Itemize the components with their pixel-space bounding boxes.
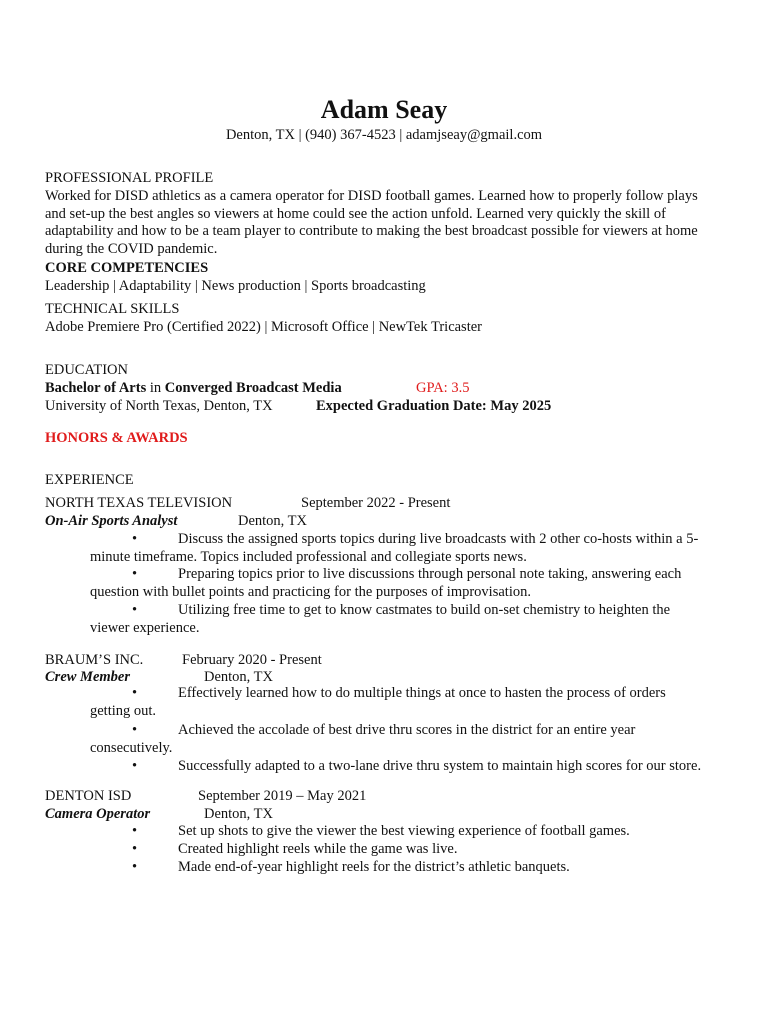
job-bullet [90, 722, 730, 758]
job-company: BRAUM’S INC. [45, 652, 144, 668]
bullet-text-line1: Effectively learned how to do multiple things at once to hasten the process of orders [178, 685, 666, 701]
bullet-text: Created highlight reels while the game was live. [178, 841, 458, 857]
job-dates: September 2019 – May 2021 [198, 788, 367, 804]
bullet-icon: • [132, 566, 138, 582]
bullet-text-line2: question with bullet points and practicing for the purposes of improvisation. [90, 583, 531, 600]
honors-heading: HONORS & AWARDS [45, 430, 188, 446]
job-location: Denton, TX [204, 806, 274, 822]
bullet-text-line2: getting out. [90, 702, 157, 719]
job-bullet [90, 758, 730, 776]
job-location: Denton, TX [204, 669, 274, 685]
job-title: On-Air Sports Analyst [45, 513, 178, 529]
bullet-icon: • [132, 722, 138, 738]
bullet-text-line1: Successfully adapted to a two-lane drive thru system to maintain high scores for our store. [178, 758, 702, 774]
gpa: GPA: 3.5 [416, 380, 470, 396]
degree-major: Converged Broadcast Media [164, 380, 342, 396]
bullet-icon: • [132, 685, 138, 701]
job-title: Camera Operator [45, 806, 151, 822]
bullet-icon: • [132, 823, 138, 839]
job-company: DENTON ISD [45, 788, 132, 804]
bullet-text-line2: minute timeframe. Topics included professional and collegiate sports news. [90, 548, 527, 565]
job-company: NORTH TEXAS TELEVISION [45, 495, 233, 511]
technical-heading: TECHNICAL SKILLS [45, 301, 180, 317]
competencies-text: Leadership | Adaptability | News production | Sports broadcasting [45, 278, 426, 294]
profile-line: adaptability and how to be a team player to contribute to making the best broadcast possible for viewers at home [45, 223, 698, 240]
job-bullet [90, 531, 730, 567]
profile-line: Worked for DISD athletics as a camera operator for DISD football games. Learned how to properly follow plays [45, 188, 698, 204]
job-bullet [90, 566, 730, 602]
bullet-text-line1: Utilizing free time to get to know castmates to build on-set chemistry to heighten the [178, 602, 671, 618]
job-location: Denton, TX [238, 513, 308, 529]
competencies-heading: CORE COMPETENCIES [45, 260, 209, 276]
bullet-icon: • [132, 602, 138, 618]
profile-heading: PROFESSIONAL PROFILE [45, 170, 214, 186]
job-bullet [132, 823, 732, 841]
bullet-icon: • [132, 841, 138, 857]
job-bullet [90, 685, 730, 721]
profile-text [45, 188, 735, 259]
job-bullet [90, 602, 730, 638]
job-dates: September 2022 - Present [301, 495, 451, 511]
bullet-text: Made end-of-year highlight reels for the district’s athletic banquets. [178, 859, 570, 875]
job-bullet [132, 859, 732, 877]
bullet-text-line1: Preparing topics prior to live discussions through personal note taking, answering each [178, 566, 682, 582]
job-bullet [132, 841, 732, 859]
degree-in: in [146, 380, 165, 396]
job-dates: February 2020 - Present [182, 652, 322, 668]
candidate-name: Adam Seay [320, 95, 448, 124]
bullet-text: Set up shots to give the viewer the best viewing experience of football games. [178, 823, 630, 839]
bullet-icon: • [132, 531, 138, 547]
degree [45, 379, 342, 397]
job-title: Crew Member [45, 669, 130, 685]
experience-heading: EXPERIENCE [45, 472, 134, 488]
profile-line: and set-up the best angles so viewers at home could see the action unfold. Learned very quickly the skill of [45, 205, 666, 222]
degree-type: Bachelor of Arts [45, 380, 147, 396]
school: University of North Texas, Denton, TX [45, 398, 273, 414]
bullet-icon: • [132, 859, 138, 875]
technical-text: Adobe Premiere Pro (Certified 2022) | Microsoft Office | NewTek Tricaster [45, 319, 482, 335]
bullet-text-line1: Discuss the assigned sports topics during live broadcasts with 2 other co-hosts within a 5- [178, 531, 699, 547]
bullet-text-line1: Achieved the accolade of best drive thru scores in the district for an entire year [178, 722, 636, 738]
education-heading: EDUCATION [45, 362, 128, 378]
profile-line: during the COVID pandemic. [45, 241, 218, 258]
graduation-date: Expected Graduation Date: May 2025 [316, 398, 552, 414]
contact-info: Denton, TX | (940) 367-4523 | adamjseay@gmail.com [225, 127, 543, 143]
bullet-icon: • [132, 758, 138, 774]
bullet-text-line2: consecutively. [90, 739, 173, 756]
bullet-text-line2: viewer experience. [90, 619, 200, 636]
